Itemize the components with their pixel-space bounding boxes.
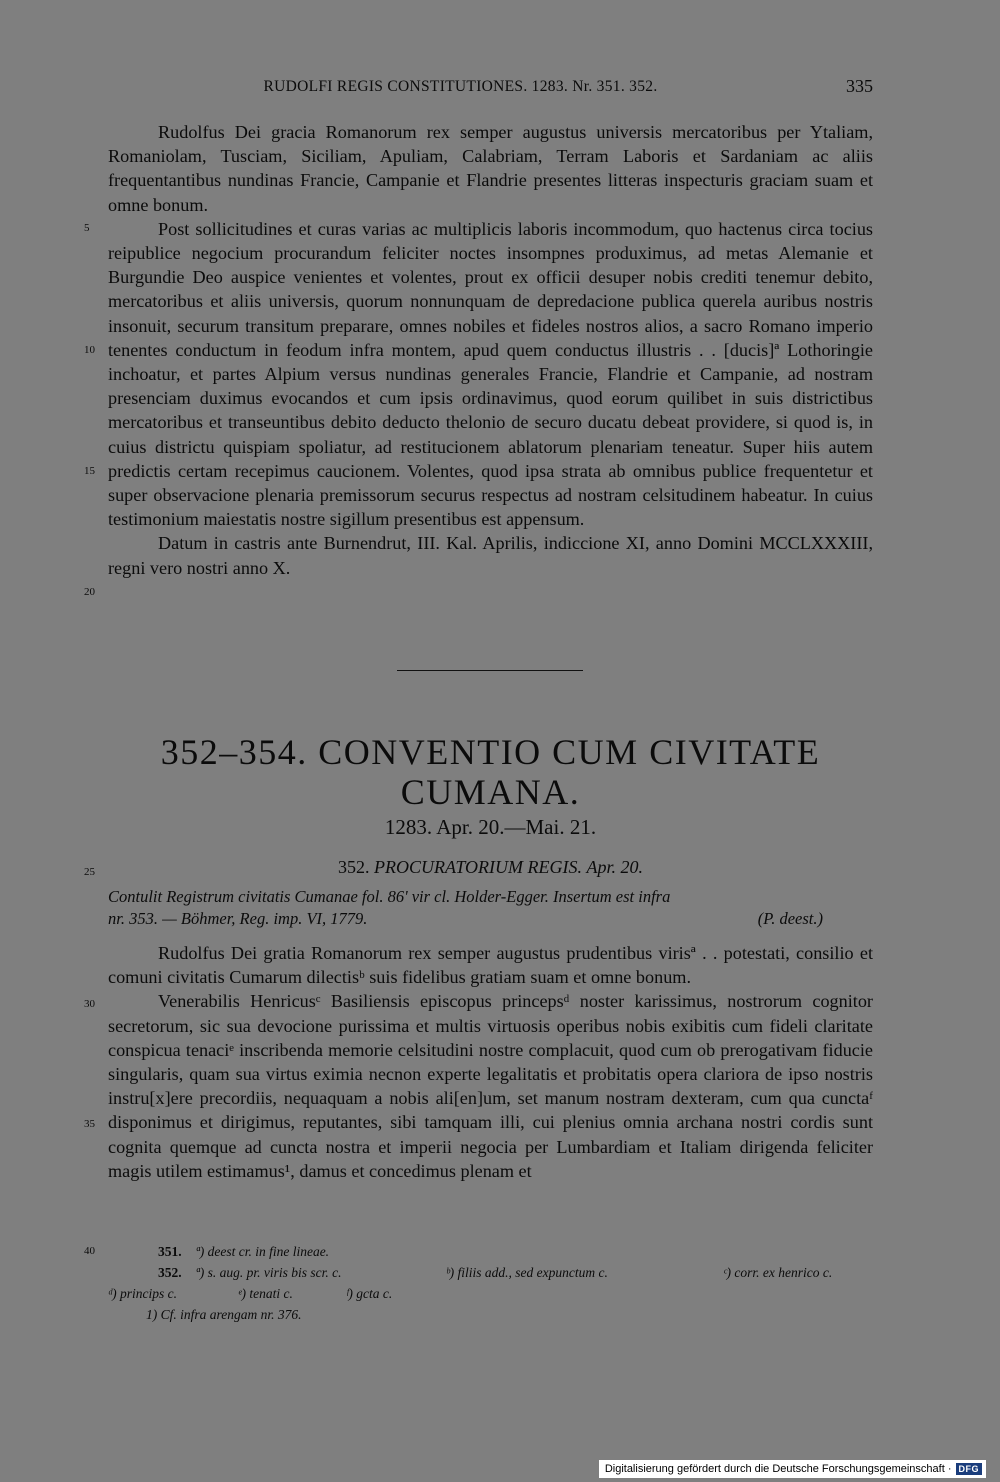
note-352-row-1 [108, 1263, 873, 1284]
doc352-paragraph-1: Rudolfus Dei gratia Romanorum rex semper augustus prudentibus virisª . . potestati, consilio et comuni civitatis Cumarum dilectisᵇ suis fidelibus gratiam suam et omne bonum. [108, 943, 873, 988]
doc351-paragraph-2: Post sollicitudines et curas varias ac multiplicis laboris incommodum, quo hactenus circa tocius reipublice negocium procurandum feliciter noctes insompnes produximus, ad metas Alemanie et Burgundie Deo auspice venientes et volentes, prout ex officii desuper nobis crediti tenemur debito, mercatoribus et aliis universis, quorum nonnunquam de depredacione publica querela auribus nostris insonuit, securum transitum preparare, omnes nobiles et fideles nostros alios, a sacro Romano imperio tenentes conductum in feodum infra montem, apud quem conductus illustris . . [ducis]ª Lothoringie inchoatur, et partes Alpium versus nundinas generales Francie, Flandrie et Campanie, ad nostram presenciam duximus evocandos et cum ipsis ordinavimus, quod eorum quilibet in suis districtibus mercatoribus et transeuntibus debito deducto thelonio de securo ducatu debeat providere, si quod is, in cuius districtu quispiam spoliatur, ad restitucionem ablatorum plenariam teneatur. Super hiis autem predictis certam recepimus caucionem. Volentes, quod ipsa strata ab omnibus publice frequentetur et super observacione plenaria premissorum securus respectus ad nostram celsitudinem habeatur. In cuius testimonium maiestatis nostre sigillum presentibus est appensum. [108, 218, 873, 530]
credit-text: Digitalisierung gefördert durch die Deutsche Forschungsgemeinschaft · [604, 1463, 952, 1475]
note-351-number: 351. [158, 1244, 182, 1259]
note-352-row-2 [108, 1284, 873, 1305]
line-number: 20 [84, 586, 95, 598]
note-352-number: 352. [158, 1265, 182, 1280]
note-352-b: ᵇ) filiis add., sed expunctum c. [446, 1265, 608, 1280]
doc351-body [108, 120, 873, 580]
running-head [108, 78, 873, 102]
line-number: 35 [84, 1118, 95, 1130]
note-1-row [108, 1305, 873, 1326]
line-number: 30 [84, 998, 95, 1010]
line-number: 5 [84, 222, 90, 234]
footnotes [108, 1242, 873, 1326]
source-line-2: nr. 353. — Böhmer, Reg. imp. VI, 1779. [108, 909, 368, 928]
note-352-a: ª) s. aug. pr. viris bis scr. c. [196, 1265, 342, 1280]
section-title-line-2: CUMANA. [400, 772, 581, 812]
section-title-line-1: 352–354. CONVENTIO CUM CIVITATE [160, 732, 821, 772]
section-divider [397, 670, 583, 671]
source-print-note: (P. deest.) [757, 909, 823, 928]
line-number: 10 [84, 344, 95, 356]
doc352-heading [108, 857, 873, 878]
note-351-a: ª) deest cr. in fine lineae. [196, 1244, 330, 1259]
running-title: RUDOLFI REGIS CONSTITUTIONES. 1283. Nr. 351. 352. [263, 78, 658, 95]
doc351-paragraph-3: Datum in castris ante Burnendrut, III. Kal. Aprilis, indiccione XI, anno Domini MCCLXXXIII, regni vero nostri anno X. [108, 533, 873, 578]
doc352-title: PROCURATORIUM REGIS. [374, 857, 582, 877]
note-352-d: ᵈ) princips c. [108, 1286, 178, 1301]
digitization-credit[interactable] [599, 1460, 986, 1478]
line-number: 25 [84, 866, 95, 878]
doc352-body [108, 941, 873, 1183]
note-352-f: ᶠ) gcta c. [346, 1286, 393, 1301]
line-number: 15 [84, 465, 95, 477]
page-number: 335 [846, 76, 873, 96]
doc352-paragraph-2: Venerabilis Henricusᶜ Basiliensis episcopus princepsᵈ noster karissimus, nostrorum cognitor secretorum, sic sua devocione purissima et multis virtuosis operibus nobis exibitis cum fideli claritate conspicua tenaciᵉ inscribenda memorie celsitudini nostre complacuit, quod cum ob prerogativam fiducie singularis, quam sua virtus eximia necnon experte legalitatis et probitatis opera clariora de ipso nostris instru[x]ere precordiis, nequaquam a nobis ali[en]um, set manum nostram dexteram, cum qua cunctaᶠ disponimus et dirigimus, reputantes, sibi tamquam illi, cui plenius omnia archana nostri cordis sunt cognita quemque ad cuncta nostra et imperii negocia per Lumbardiam et Italiam dirigenda feliciter magis utilem estimamus¹, damus et concedimus plenam et [108, 991, 873, 1181]
line-number: 40 [84, 1245, 95, 1257]
note-352-e: ᵉ) tenati c. [238, 1286, 293, 1301]
note-351 [108, 1242, 873, 1263]
source-line-1: Contulit Registrum civitatis Cumanae fol. 86' vir cl. Holder-Egger. Insertum est infra [108, 887, 671, 906]
doc352-date: Apr. 20. [586, 857, 643, 877]
note-1: 1) Cf. infra arengam nr. 376. [146, 1307, 302, 1322]
section-date: 1283. Apr. 20.—Mai. 21. [384, 815, 597, 839]
doc351-paragraph-1: Rudolfus Dei gracia Romanorum rex semper augustus universis mercatoribus per Ytaliam, Romaniolam, Tusciam, Siciliam, Apuliam, Calabriam, Terram Laboris et Sardaniam ac aliis frequentantibus nundinas Francie, Campanie et Flandrie presentes litteras inspecturis graciam suam et omne bonum. [108, 122, 873, 215]
note-352-c: ᶜ) corr. ex henrico c. [723, 1265, 833, 1280]
doc352-source-note [108, 886, 873, 930]
doc352-number: 352. [338, 857, 370, 877]
dfg-logo-icon: DFG [956, 1463, 983, 1475]
